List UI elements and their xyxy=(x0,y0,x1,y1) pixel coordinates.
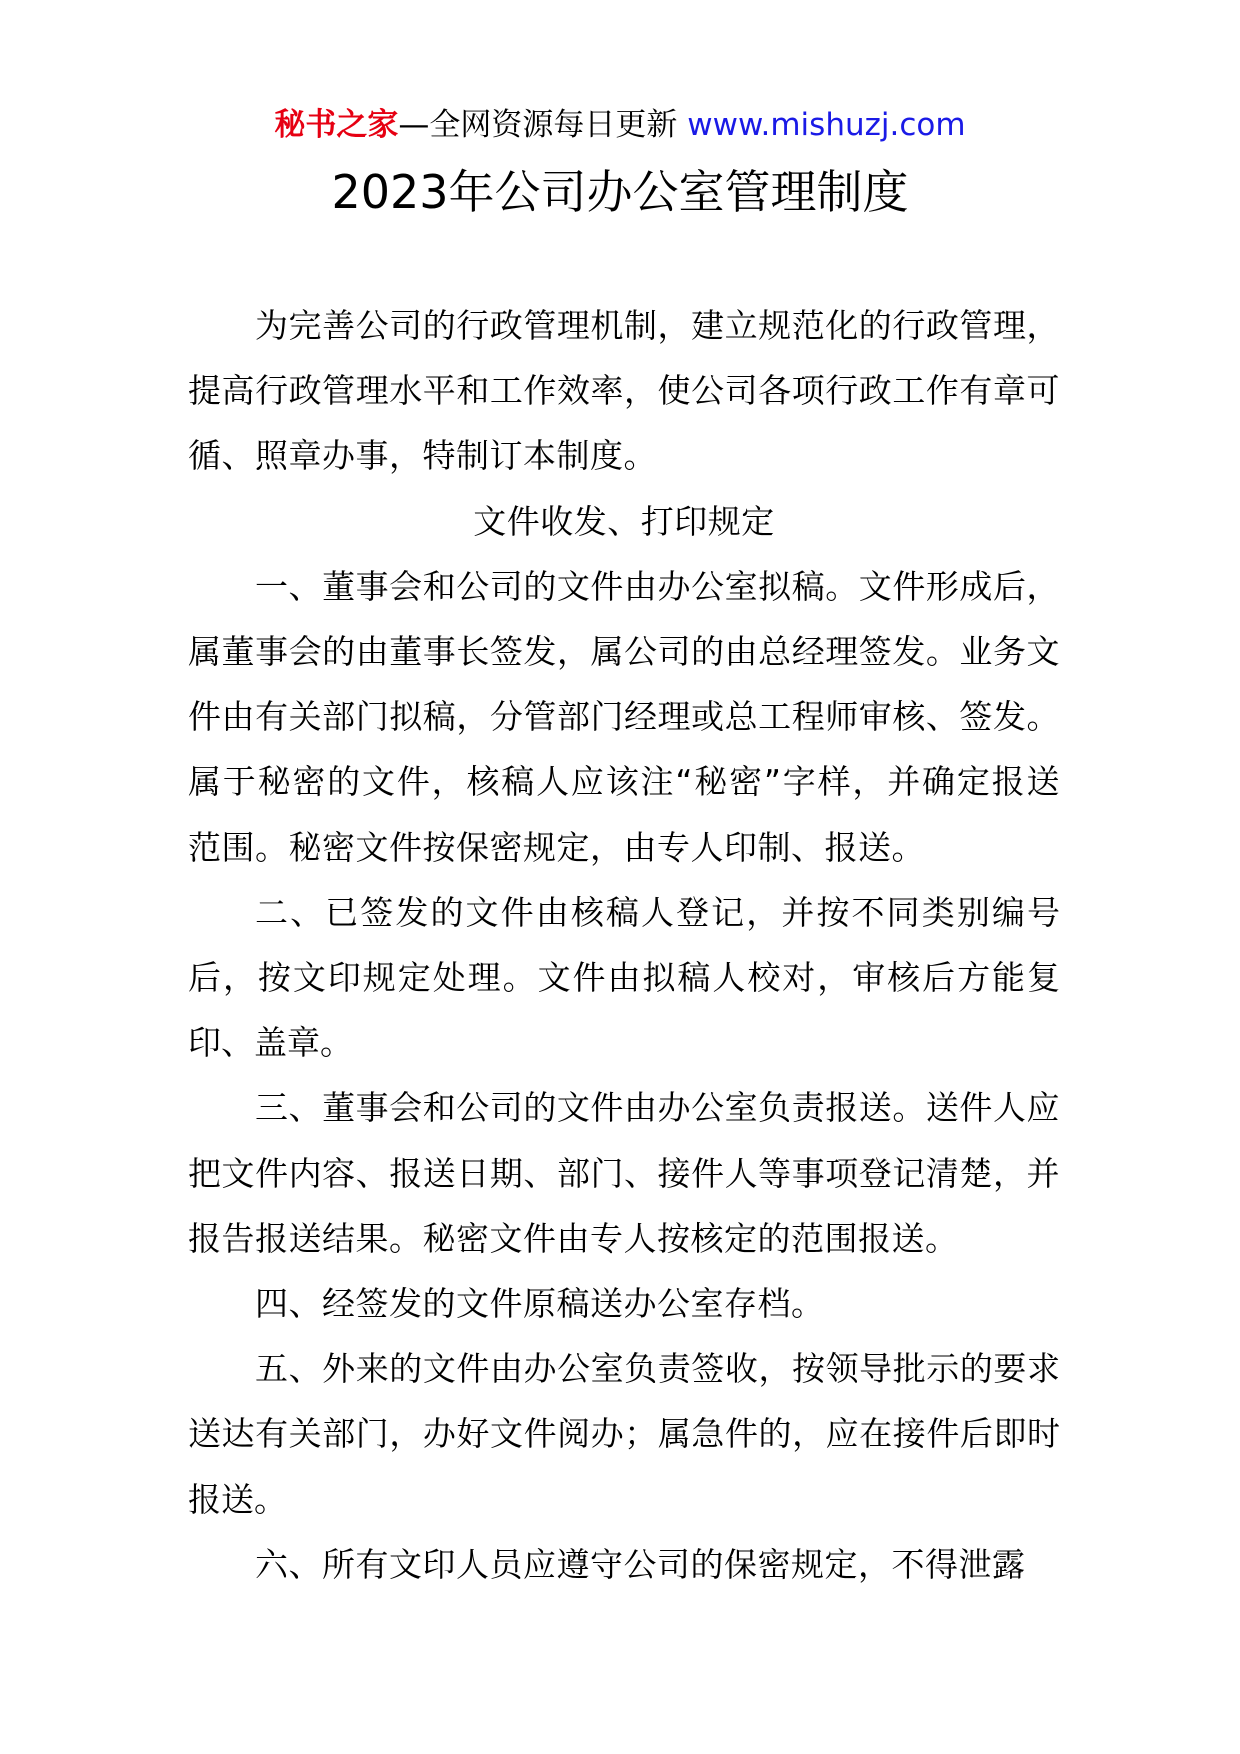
clause-paragraph: 一、董事会和公司的文件由办公室拟稿。文件形成后，属董事会的由董事长签发，属公司的由总经理签发。业务文件由有关部门拟稿，分管部门经理或总工程师审核、签发。属于秘密的文件，核稿人应该注“秘密”字样，并确定报送范围。秘密文件按保密规定，由专人印制、报送。 xyxy=(188,566,1060,867)
clause-paragraph: 六、所有文印人员应遵守公司的保密规定，不得泄露 xyxy=(255,1544,1026,1584)
clause-paragraph: 三、董事会和公司的文件由办公室负责报送。送件人应把文件内容、报送日期、部门、接件人等事项登记清楚，并报告报送结果。秘密文件由专人按核定的范围报送。 xyxy=(188,1088,1060,1258)
clause-paragraph: 五、外来的文件由办公室负责签收，按领导批示的要求送达有关部门，办好文件阅办；属急件的，应在接件后即时报送。 xyxy=(188,1349,1060,1519)
document-title: 2023年公司办公室管理制度 xyxy=(331,165,909,219)
site-banner xyxy=(0,103,1240,147)
intro-paragraph: 为完善公司的行政管理机制，建立规范化的行政管理，提高行政管理水平和工作效率，使公司各项行政工作有章可循、照章办事，特制订本制度。 xyxy=(188,306,1060,476)
clause-paragraph: 二、已签发的文件由核稿人登记，并按不同类别编号后，按文印规定处理。文件由拟稿人校对，审核后方能复印、盖章。 xyxy=(188,892,1060,1063)
clause-paragraph: 四、经签发的文件原稿送办公室存档。 xyxy=(255,1284,825,1324)
document-body xyxy=(188,293,1060,1597)
site-url-link[interactable]: www.mishuzj.com xyxy=(687,107,966,143)
brand-name: 秘书之家 xyxy=(274,107,399,143)
section-heading: 文件收发、打印规定 xyxy=(473,501,775,541)
banner-tagline: —全网资源每日更新 xyxy=(398,107,678,143)
